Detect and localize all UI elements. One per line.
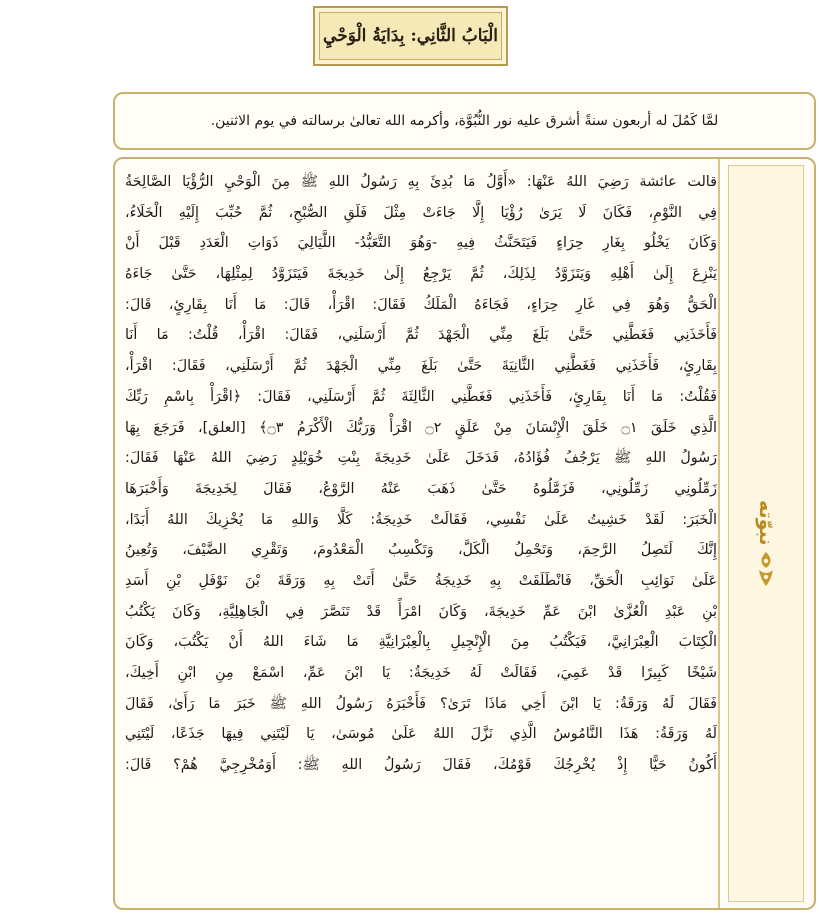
text-line: فِي النَّوْمِ، فَكَانَ لَا يَرَىٰ رُؤْيَا إِلَّا جَاءَتْ مِثْلَ فَلَقِ الصُّبْحِ، ثُمَّ حُبِّبَ إِلَيْهِ الْخَلَاءُ، [125,204,717,221]
text-line: الْكِتَابَ الْعِبْرَانِيَّ، فَيَكْتُبُ مِنَ الْإِنْجِيلِ بِالْعِبْرَانِيَّةِ مَا شَاءَ اللهُ أَنْ يَكْتُبَ، وَكَانَ [125,634,717,651]
text-line: فَقُلْتُ: مَا أَنَا بِقَارِئٍ، فَأَخَذَنِي فَغَطَّنِي الثَّالِثَةَ ثُمَّ أَرْسَلَنِي، فَقَالَ: ﴿اقْرَأْ بِاسْمِ رَبِّكَ [125,388,717,405]
intro-text: لمَّا كَمُلَ له أربعون سنةً أشرق عليه نور النُّبُوَّة، وأكرمه الله تعالىٰ برسالته في يوم الاثنين. [210,113,719,129]
text-line: فَأَخَذَنِي فَغَطَّنِي حَتَّىٰ بَلَغَ مِنِّي الْجَهْدَ ثُمَّ أَرْسَلَنِي، فَقَالَ: اقْرَأْ، قُلْتُ: مَا أَنَا [125,327,717,344]
text-line: الْخَبَرَ: لَقَدْ خَشِيتُ عَلَىٰ نَفْسِي، فَقَالَتْ خَدِيجَةُ: كَلَّا وَاللهِ مَا يُخْزِيكَ اللهُ أَبَدًا، [125,511,717,528]
text-line: رَسُولُ اللهِ ﷺ يَرْجُفُ فُؤَادُهُ، فَدَخَلَ عَلَىٰ خَدِيجَةَ بِنْتِ خُوَيْلِدٍ رَضِيَ اللهُ عَنْهَا فَقَالَ: [125,450,717,467]
text-line: لَهُ وَرَقَةُ: هَذَا النَّامُوسُ الَّذِي نَزَّلَ اللهُ عَلَىٰ مُوسَىٰ، يَا لَيْتَنِي فِيهَا جَذَعًا، لَيْتَنِي [125,726,717,743]
seal-ornament-icon [755,550,777,588]
text-line: بْنِ عَبْدِ الْعُزَّىٰ ابْنَ عَمِّ خَدِيجَةَ، وَكَانَ امْرَأً قَدْ تَنَصَّرَ فِي الْجَاهِلِيَّةِ، وَكَانَ يَكْتُبُ [125,603,717,620]
text-line: شَيْخًا كَبِيرًا قَدْ عَمِيَ، فَقَالَتْ لَهُ خَدِيجَةُ: يَا ابْنَ عَمِّ، اسْمَعْ مِنِ ابْنِ أَخِيكَ، [125,665,717,681]
text-line: إِنَّكَ لَتَصِلُ الرَّحِمَ، وَتَحْمِلُ الْكَلَّ، وَتَكْسِبُ الْمَعْدُومَ، وَتَقْرِي الضَّيْفَ، وَتُعِينُ [125,542,717,559]
chapter-title-frame [313,6,508,66]
text-line: زَمِّلُونِي زَمِّلُونِي، فَزَمَّلُوهُ حَتَّىٰ ذَهَبَ عَنْهُ الرَّوْعُ، فَقَالَ لِخَدِيجَةَ وَأَخْبَرَهَا [125,480,717,497]
hadith-text [125,167,717,781]
side-section-label: نبوّته [755,500,777,546]
text-line: الْحَقُّ وَهُوَ فِي غَارِ حِرَاءٍ، فَجَاءَهُ الْمَلَكُ فَقَالَ: اقْرَأْ، قَالَ: مَا أَنَا بِقَارِئٍ، قَالَ: [125,296,717,313]
text-line: عَلَىٰ نَوَائِبِ الْحَقِّ، فَانْطَلَقَتْ بِهِ خَدِيجَةُ حَتَّىٰ أَتَتْ بِهِ وَرَقَةَ بْنَ نَوْفَلِ بْنِ أَسَدِ [125,572,717,589]
text-line: أَكُونُ حَيًّا إِذْ يُخْرِجُكَ قَوْمُكَ، فَقَالَ رَسُولُ اللهِ ﷺ: أَوَمُخْرِجِيَّ هُمْ؟ قَالَ: [125,757,717,774]
side-panel [728,165,804,902]
side-column [718,159,814,908]
text-line: فَقَالَ لَهُ وَرَقَةُ: يَا ابْنَ أَخِي مَاذَا تَرَىٰ؟ فَأَخْبَرَهُ رَسُولُ اللهِ ﷺ خَبَرَ مَا رَأَىٰ، فَقَالَ [125,695,717,712]
chapter-title: الْبَابُ الثَّانِي: بِدَايَةُ الْوَحْيِ [319,12,502,60]
text-line: قالت عائشة رَضِيَ اللهُ عَنْهَا: «أَوَّلُ مَا بُدِئَ بِهِ رَسُولُ اللهِ ﷺ مِنَ الْوَحْيِ الرُّؤْيَا الصَّالِحَةُ [125,174,717,190]
text-line: الَّذِي خَلَقَ ۝١ خَلَقَ الْإِنْسَانَ مِنْ عَلَقٍ ۝٢ اقْرَأْ وَرَبُّكَ الْأَكْرَمُ ۝٣﴾ [العلق]، فَرَجَعَ بِهَا [125,419,717,436]
text-line: وَكَانَ يَخْلُو بِغَارِ حِرَاءٍ فَيَتَحَنَّثُ فِيهِ -وَهُوَ التَّعَبُّدُ- اللَّيَالِيَ ذَوَاتِ الْعَدَدِ قَبْلَ أَنْ [125,235,717,252]
text-line: بِقَارِئٍ، فَأَخَذَنِي فَغَطَّنِي الثَّانِيَةَ حَتَّىٰ بَلَغَ مِنِّي الْجَهْدَ ثُمَّ أَرْسَلَنِي، فَقَالَ: اقْرَأْ، [125,358,717,375]
main-text-frame [113,157,816,910]
intro-summary [113,92,816,150]
text-line: يَنْزِعَ إِلَىٰ أَهْلِهِ وَيَتَزَوَّدُ لِذَلِكَ، ثُمَّ يَرْجِعُ إِلَىٰ خَدِيجَةَ فَيَتَزَوَّدُ لِمِثْلِهَا، حَتَّىٰ جَاءَهُ [125,266,717,283]
